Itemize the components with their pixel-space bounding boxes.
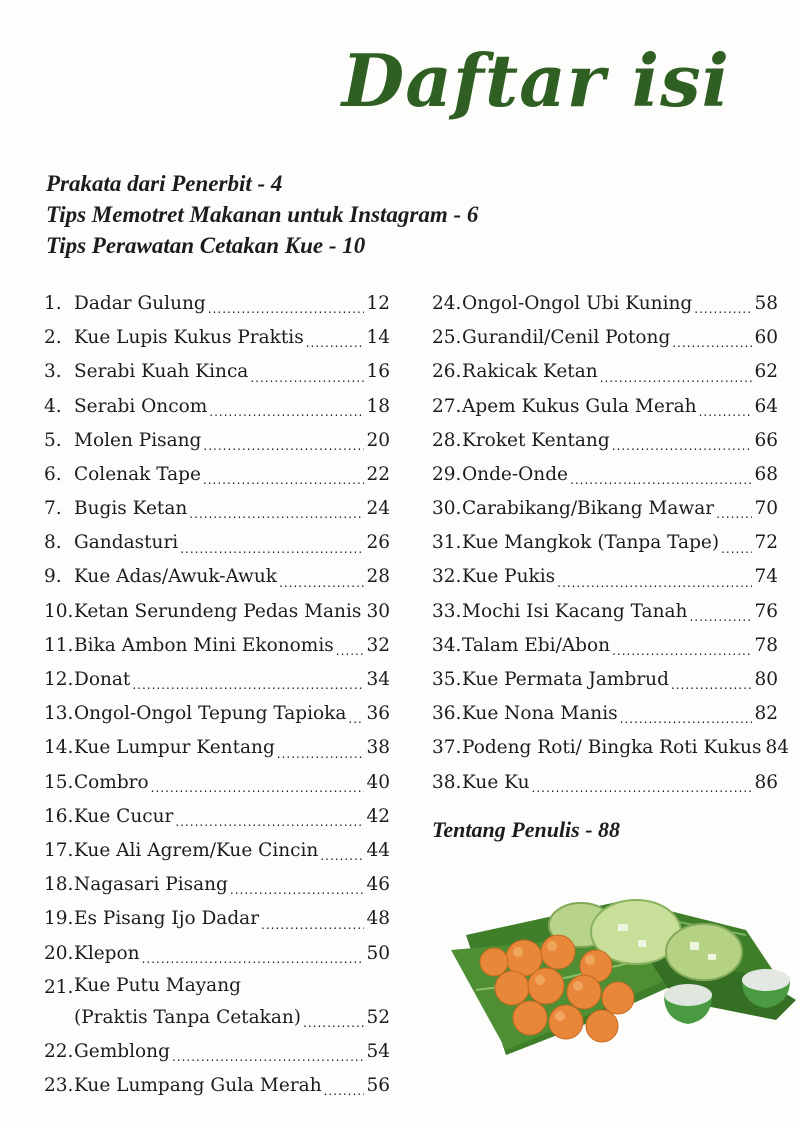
toc-entry[interactable] (432, 561, 778, 595)
toc-entry-page: 78 (754, 634, 778, 656)
toc-entry-page: 36 (366, 703, 390, 725)
dot-leader (250, 372, 364, 384)
toc-entry[interactable] (432, 731, 789, 765)
toc-entry-number: 36. (432, 703, 462, 725)
toc-entry-title: Es Pisang Ijo Dadar (74, 908, 260, 930)
toc-entry-page: 24 (366, 498, 390, 520)
toc-entry-number: 34. (432, 634, 462, 656)
toc-entry[interactable] (432, 766, 778, 800)
toc-entry-title: Bugis Ketan (74, 498, 188, 520)
toc-entry[interactable] (44, 629, 390, 663)
toc-entry-title: Ongol-Ongol Tepung Tapioka (74, 703, 347, 725)
dot-leader (348, 713, 364, 725)
dot-leader (151, 782, 365, 794)
toc-entry-page: 56 (366, 1074, 390, 1096)
toc-entry-title: Rakicak Ketan (462, 361, 598, 383)
toc-entry-title: Talam Ebi/Abon (462, 634, 611, 656)
toc-entry-page: 12 (366, 292, 390, 314)
toc-entry[interactable] (44, 321, 390, 355)
toc-entry-page: 58 (754, 292, 778, 314)
toc-entry-number: 26. (432, 361, 462, 383)
toc-entry[interactable] (44, 526, 390, 560)
toc-entry-title: Kue Lumpang Gula Merah (74, 1074, 322, 1096)
toc-entry[interactable] (44, 971, 390, 1035)
toc-entry-number: 3. (44, 361, 62, 383)
dot-leader (336, 645, 365, 657)
dot-leader (208, 303, 365, 315)
toc-entry[interactable] (44, 492, 390, 526)
dot-leader (261, 919, 364, 931)
toc-entry[interactable] (44, 663, 390, 697)
toc-entry-page: 54 (366, 1040, 390, 1062)
toc-entry-title: Serabi Kuah Kinca (74, 361, 249, 383)
dot-leader (716, 508, 752, 520)
toc-entry-number: 18. (44, 874, 74, 896)
toc-entry-number: 19. (44, 908, 74, 930)
toc-entry-page: 48 (366, 908, 390, 930)
dot-leader (600, 372, 753, 384)
toc-entry-number: 6. (44, 463, 62, 485)
toc-entry-title: Kue Lupis Kukus Praktis (74, 327, 304, 349)
toc-entry-title: Apem Kukus Gula Merah (462, 395, 697, 417)
toc-entry-page: 62 (754, 361, 778, 383)
toc-entry[interactable] (44, 731, 390, 765)
toc-entry-page: 68 (754, 463, 778, 485)
toc-entry-page: 40 (366, 771, 390, 793)
dot-leader (172, 1051, 365, 1063)
dot-leader (612, 440, 753, 452)
dot-leader (671, 679, 753, 691)
toc-entry-page: 16 (366, 361, 390, 383)
toc-entry-title: Kue Ku (462, 771, 530, 793)
toc-entry-number: 31. (432, 532, 462, 554)
toc-entry-page: 26 (366, 532, 390, 554)
toc-entry-page: 70 (754, 498, 778, 520)
toc-entry-title: Molen Pisang (74, 429, 202, 451)
toc-entry-title: Ongol-Ongol Ubi Kuning (462, 292, 693, 314)
toc-entry-page: 14 (366, 327, 390, 349)
toc-entry-page: 74 (754, 566, 778, 588)
toc-entry-page: 60 (754, 327, 778, 349)
toc-entry-page: 32 (366, 634, 390, 656)
dot-leader (612, 645, 752, 657)
toc-entry[interactable] (432, 663, 778, 697)
toc-entry[interactable] (44, 697, 390, 731)
dot-leader (306, 337, 365, 349)
toc-entry-number: 21. (44, 976, 74, 998)
toc-entry-title: Kroket Kentang (462, 429, 610, 451)
dot-leader (203, 440, 364, 452)
toc-entry-title: Nagasari Pisang (74, 874, 228, 896)
toc-entry-title: Carabikang/Bikang Mawar (462, 498, 715, 520)
toc-entry-page: 30 (366, 600, 390, 622)
toc-entry-title: Podeng Roti/ Bingka Roti Kukus (462, 737, 762, 759)
toc-entry[interactable] (432, 287, 778, 321)
toc-entry-number: 38. (432, 771, 462, 793)
toc-entry-title: Mochi Isi Kacang Tanah (462, 600, 688, 622)
toc-entry-number: 4. (44, 395, 62, 417)
page-title: Daftar isi (341, 38, 730, 123)
dot-leader (324, 1085, 365, 1097)
dot-leader (203, 474, 365, 486)
dot-leader (363, 611, 364, 623)
dot-leader (620, 713, 753, 725)
dot-leader (132, 679, 364, 691)
toc-entry-page: 84 (765, 737, 789, 759)
toc-entry-page: 42 (366, 805, 390, 827)
toc-entry[interactable] (432, 355, 778, 389)
toc-entry-title: Serabi Oncom (74, 395, 208, 417)
toc-entry-number: 11. (44, 634, 74, 656)
toc-entry[interactable] (432, 595, 778, 629)
dot-leader (142, 953, 365, 965)
toc-entry-title: Bika Ambon Mini Ekonomis (74, 634, 334, 656)
toc-entry-number: 24. (432, 292, 462, 314)
toc-entry[interactable] (432, 424, 778, 458)
toc-entry-page: 34 (366, 669, 390, 691)
toc-entry-number: 16. (44, 805, 74, 827)
toc-entry-title: Kue Putu Mayang (74, 974, 241, 996)
toc-entry-number: 20. (44, 942, 74, 964)
toc-entry[interactable] (432, 492, 778, 526)
toc-entry-number: 25. (432, 327, 462, 349)
toc-entry[interactable] (432, 629, 778, 663)
toc-entry-page: 72 (754, 532, 778, 554)
toc-entry-title: Dadar Gulung (74, 292, 206, 314)
toc-entry-title: Kue Lumpur Kentang (74, 737, 275, 759)
toc-entry-page: 82 (754, 703, 778, 725)
dot-leader (175, 816, 364, 828)
toc-entry-page: 50 (366, 942, 390, 964)
front-matter (46, 168, 478, 261)
toc-entry-number: 35. (432, 669, 462, 691)
toc-entry-page: 52 (366, 1006, 390, 1028)
toc-entry-number: 2. (44, 327, 62, 349)
toc-entry[interactable] (432, 526, 778, 560)
toc-entry-title: Kue Cucur (74, 805, 174, 827)
toc-entry-number: 9. (44, 566, 62, 588)
toc-entry-page: 38 (366, 737, 390, 759)
toc-entry-number: 22. (44, 1040, 74, 1062)
toc-entry-title: Klepon (74, 942, 140, 964)
toc-entry-page: 46 (366, 874, 390, 896)
front-matter-item[interactable]: Tips Memotret Makanan untuk Instagram - 6 (46, 202, 479, 227)
toc-entry-title: Gemblong (74, 1040, 170, 1062)
dot-leader (230, 884, 365, 896)
toc-entry-page: 22 (366, 463, 390, 485)
toc-entry-page: 44 (366, 839, 390, 861)
dot-leader (279, 577, 364, 589)
toc-entry[interactable] (44, 1069, 390, 1103)
toc-entry[interactable] (44, 458, 390, 492)
toc-entry-number: 5. (44, 429, 62, 451)
toc-entry-number: 29. (432, 463, 462, 485)
toc-entry-page: 64 (754, 395, 778, 417)
dot-leader (532, 782, 753, 794)
toc-entry-title: Kue Mangkok (Tanpa Tape) (462, 532, 720, 554)
toc-entry-number: 13. (44, 703, 74, 725)
dot-leader (694, 303, 752, 315)
toc-entry-number: 1. (44, 292, 62, 314)
toc-entry-number: 17. (44, 839, 74, 861)
toc-entry-title: Gandasturi (74, 532, 179, 554)
toc-entry-number: 8. (44, 532, 62, 554)
toc-entry-number: 37. (432, 737, 462, 759)
toc-entry[interactable] (432, 321, 778, 355)
dot-leader (303, 1017, 364, 1029)
toc-entry[interactable] (432, 390, 778, 424)
toc-entry[interactable] (44, 834, 390, 868)
toc-entry-title: Kue Ali Agrem/Kue Cincin (74, 839, 319, 861)
toc-entry-number: 32. (432, 566, 462, 588)
toc-entry[interactable] (44, 937, 390, 971)
toc-entry-page: 76 (754, 600, 778, 622)
toc-entry-page: 20 (366, 429, 390, 451)
toc-entry-number: 7. (44, 498, 62, 520)
toc-entry-number: 14. (44, 737, 74, 759)
toc-entry[interactable] (44, 1035, 390, 1069)
toc-entry-title: Gurandil/Cenil Potong (462, 327, 671, 349)
toc-entry[interactable] (44, 902, 390, 936)
toc-column-left (44, 287, 390, 1103)
toc-entry-number: 23. (44, 1074, 74, 1096)
toc-entry-page: 28 (366, 566, 390, 588)
toc-entry[interactable] (44, 561, 390, 595)
toc-entry[interactable] (44, 424, 390, 458)
toc-entry-page: 66 (754, 429, 778, 451)
dot-leader (699, 406, 753, 418)
dot-leader (672, 337, 752, 349)
toc-entry-title: Kue Nona Manis (462, 703, 618, 725)
toc-entry[interactable] (432, 458, 778, 492)
front-matter-item[interactable]: Prakata dari Penerbit - 4 (46, 171, 283, 196)
toc-entry[interactable] (44, 595, 390, 629)
author-section-link[interactable]: Tentang Penulis - 88 (432, 817, 621, 842)
toc-entry[interactable] (44, 355, 390, 389)
toc-entry-title: Ketan Serundeng Pedas Manis (74, 600, 362, 622)
dot-leader (570, 474, 752, 486)
toc-entry-subtitle: (Praktis Tanpa Cetakan) (74, 1006, 302, 1028)
dot-leader (180, 543, 364, 555)
toc-entry[interactable] (44, 766, 390, 800)
toc-entry-page: 80 (754, 669, 778, 691)
toc-entry-number: 30. (432, 498, 462, 520)
toc-entry-number: 28. (432, 429, 462, 451)
toc-entry[interactable] (432, 697, 778, 731)
toc-entry-number: 33. (432, 600, 462, 622)
toc-entry-page: 86 (754, 771, 778, 793)
dot-leader (689, 611, 752, 623)
toc-entry-title: Kue Pukis (462, 566, 556, 588)
toc-entry-title: Kue Permata Jambrud (462, 669, 669, 691)
toc-entry-number: 15. (44, 771, 74, 793)
toc-entry-title: Combro (74, 771, 149, 793)
dot-leader (721, 543, 752, 555)
toc-entry[interactable] (44, 800, 390, 834)
toc-entry[interactable] (44, 390, 390, 424)
dot-leader (189, 508, 364, 520)
toc-entry-number: 10. (44, 600, 74, 622)
toc-entry-title: Onde-Onde (462, 463, 568, 485)
toc-entry-page: 18 (366, 395, 390, 417)
dot-leader (320, 850, 364, 862)
dot-leader (557, 577, 752, 589)
kue-illustration (446, 880, 800, 1060)
dot-leader (277, 748, 365, 760)
toc-entry-number: 27. (432, 395, 462, 417)
toc-column-right (432, 287, 789, 800)
toc-entry[interactable] (44, 287, 390, 321)
toc-entry-number: 12. (44, 669, 74, 691)
toc-entry-title: Kue Adas/Awuk-Awuk (74, 566, 278, 588)
front-matter-item[interactable]: Tips Perawatan Cetakan Kue - 10 (46, 233, 366, 258)
toc-entry-title: Donat (74, 669, 131, 691)
toc-entry[interactable] (44, 868, 390, 902)
toc-entry-title: Colenak Tape (74, 463, 201, 485)
dot-leader (209, 406, 364, 418)
